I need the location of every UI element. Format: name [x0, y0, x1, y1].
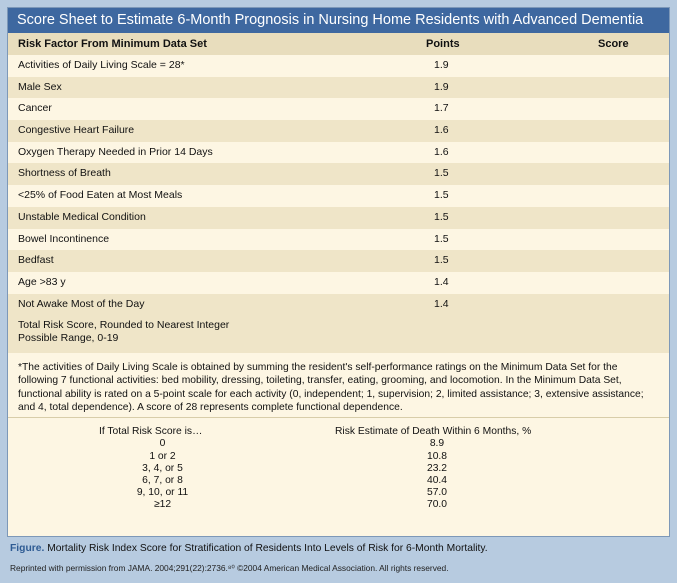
table-row	[8, 142, 669, 164]
table-header	[8, 33, 669, 55]
risk-factor-label: Activities of Daily Living Scale = 28*	[18, 59, 185, 71]
risk-factor-label: Unstable Medical Condition	[18, 210, 146, 223]
reprint-credit: Reprinted with permission from JAMA. 2004;291(22):2736.⁸⁰ ©2004 American Medical Association. All rights reserved.	[10, 563, 449, 573]
total-risk-score	[8, 315, 669, 353]
risk-estimate-value: 10.8	[426, 450, 448, 462]
table-row	[8, 207, 669, 229]
footnote: *The activities of Daily Living Scale is obtained by summing the resident's self-performance ratings on the Minimum Data Set for the following 7 functional activities: bed mobility, dressing, toileting, transfer, eating, grooming, and locomotion. In the Minimum Data Set, functional ability is rated on a 5-point scale for each activity (0, independent; 1, supervision; 2, limited assistance; 3, extensive assistance; and 4, total dependence). A score of 28 represents complete functional dependence.	[8, 353, 669, 417]
risk-score-range: ≥12	[153, 499, 172, 511]
risk-factor-points: 1.5	[434, 232, 449, 245]
risk-score-range: 1 or 2	[149, 450, 176, 462]
risk-factor-points: 1.4	[434, 297, 449, 310]
risk-estimate-value: 70.0	[426, 499, 448, 511]
risk-score-range: 9, 10, or 11	[136, 487, 189, 499]
risk-factor-points: 1.5	[434, 210, 449, 223]
risk-factor-points: 1.5	[434, 189, 449, 202]
risk-factor-label: Bedfast	[18, 254, 54, 267]
risk-table-header-risk: Risk Estimate of Death Within 6 Months, %	[335, 426, 532, 438]
risk-factor-label: Shortness of Breath	[18, 167, 111, 180]
risk-estimate-value: 40.4	[426, 475, 448, 486]
table-row	[8, 120, 669, 142]
risk-factor-points: 1.9	[434, 59, 449, 71]
score-sheet-panel	[7, 7, 670, 537]
total-risk-score-label: Total Risk Score, Rounded to Nearest Integer	[18, 319, 230, 332]
table-row	[8, 55, 669, 77]
table-row	[8, 229, 669, 251]
risk-factor-label: Male Sex	[18, 80, 62, 93]
risk-factor-label: Cancer	[18, 102, 52, 115]
risk-factor-points: 1.5	[434, 167, 449, 180]
risk-factor-label: Age >83 y	[18, 275, 66, 288]
risk-score-range: 0	[159, 438, 166, 450]
risk-score-range: 3, 4, or 5	[142, 462, 183, 474]
risk-table-header-score: If Total Risk Score is…	[99, 426, 203, 438]
risk-factor-label: Congestive Heart Failure	[18, 124, 135, 137]
risk-factor-points: 1.5	[434, 254, 449, 267]
figure-label: Figure.	[10, 543, 45, 554]
risk-table-row	[8, 438, 669, 450]
table-row	[8, 294, 669, 316]
risk-factor-points: 1.4	[434, 275, 449, 288]
table-row	[8, 77, 669, 99]
header-score: Score	[598, 38, 629, 50]
risk-estimate-value: 8.9	[429, 438, 445, 450]
figure-caption	[10, 543, 488, 554]
risk-table-row	[8, 451, 669, 463]
table-row	[8, 98, 669, 120]
risk-estimate-value: 23.2	[426, 462, 448, 474]
risk-factor-label: Not Awake Most of the Day	[18, 297, 145, 310]
table-row	[8, 272, 669, 294]
risk-table-row	[8, 487, 669, 499]
table-row	[8, 163, 669, 185]
risk-factor-label: Oxygen Therapy Needed in Prior 14 Days	[18, 145, 213, 158]
risk-table-row	[8, 475, 669, 487]
figure-caption-text: Mortality Risk Index Score for Stratification of Residents Into Levels of Risk for 6-Month Mortality.	[44, 543, 488, 554]
table-row	[8, 185, 669, 207]
risk-factor-label: Bowel Incontinence	[18, 232, 110, 245]
risk-estimate-table	[8, 418, 669, 511]
risk-factor-points: 1.6	[434, 145, 449, 158]
table-row	[8, 250, 669, 272]
risk-table-row	[8, 463, 669, 475]
risk-estimate-value: 57.0	[426, 487, 448, 499]
risk-factor-points: 1.7	[434, 102, 449, 115]
risk-factor-label: <25% of Food Eaten at Most Meals	[18, 189, 183, 202]
risk-score-range: 6, 7, or 8	[142, 475, 183, 486]
header-risk-factor: Risk Factor From Minimum Data Set	[18, 38, 207, 50]
risk-table-row	[8, 499, 669, 511]
score-sheet-title: Score Sheet to Estimate 6-Month Prognosis in Nursing Home Residents with Advanced Dementia	[8, 8, 669, 33]
risk-factor-points: 1.9	[434, 80, 449, 93]
possible-range-label: Possible Range, 0-19	[18, 332, 119, 345]
header-points: Points	[426, 38, 460, 50]
risk-table-header	[8, 426, 669, 438]
risk-factor-points: 1.6	[434, 124, 449, 137]
